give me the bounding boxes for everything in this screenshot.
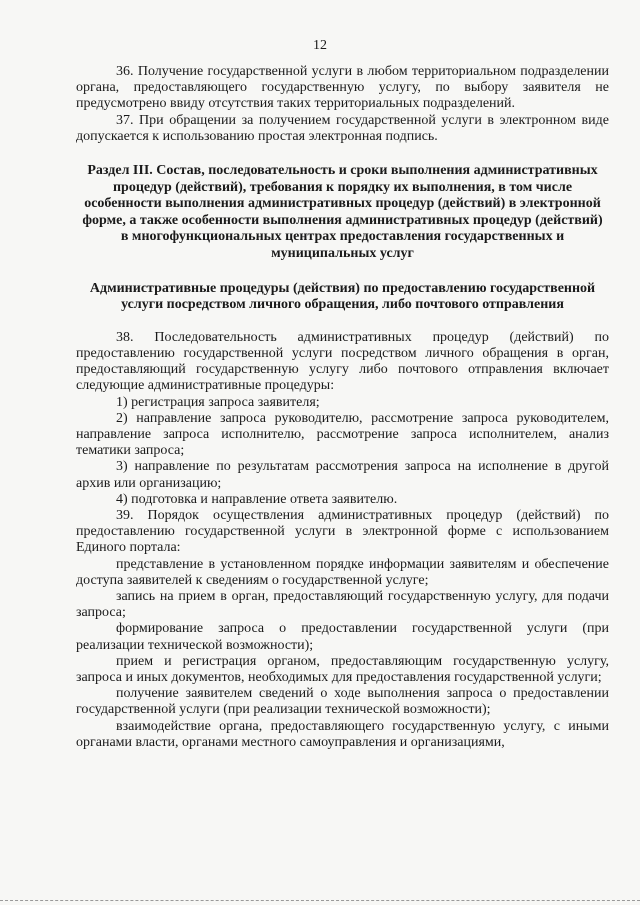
list-item-1: 1) регистрация запроса заявителя;	[116, 394, 320, 410]
list-item-registration: прием и регистрация органом, предоставляющим государственную услугу, запроса и иных документов, необходимых для предоставления государственной услуги;	[76, 653, 609, 686]
page-content	[76, 64, 609, 751]
section-title: Раздел III. Состав, последовательность и сроки выполнения административных процедур (действий), требования к порядку их выполнения, в том числе особенности выполнения административных процедур (действий) в электронной форме, а также особенности выполнения административных процедур (действий) в многофункциональных центрах предоставления государственных и муниципальных услуг	[82, 163, 603, 261]
list-item-interaction: взаимодействие органа, предоставляющего государственную услугу, с иными органами власти, органами местного самоуправления и организациями,	[76, 718, 609, 750]
spacer	[76, 263, 609, 281]
page-number: 12	[313, 38, 327, 53]
list-item-appointment: запись на прием в орган, предоставляющий государственную услугу, для подачи запроса;	[76, 589, 609, 621]
paragraph-38: 38. Последовательность административных процедур (действий) по предоставлению государственной услуги посредством личного обращения в орган, предоставляющий государственную услугу либо почтового отправления включает следующие административные процедуры:	[76, 329, 609, 394]
list-item-info: представление в установленном порядке информации заявителям и обеспечение доступа заявителей к сведениям о государственной услуге;	[76, 556, 609, 588]
paragraph-37: 37. При обращении за получением государственной услуги в электронном виде допускается к использованию простая электронная подпись.	[76, 112, 609, 144]
list-item-status: получение заявителем сведений о ходе выполнения запроса о предоставлении государственной услуги (при реализации технической возможности);	[76, 686, 609, 718]
list-item-4: 4) подготовка и направление ответа заявителю.	[116, 491, 398, 507]
list-item-3: 3) направление по результатам рассмотрения запроса на исполнение в другой архив или организацию;	[76, 459, 609, 491]
paragraph-36: 36. Получение государственной услуги в любом территориальном подразделении органа, предоставляющего государственную услугу, по выбору заявителя не предусмотрено ввиду отсутствия таких территориальных подразделений.	[76, 64, 609, 112]
spacer	[76, 314, 609, 330]
spacer	[76, 145, 609, 163]
list-item-2: 2) направление запроса руководителю, рассмотрение запроса руководителем, направление запроса исполнителю, рассмотрение запроса исполнителем, анализ тематики запроса;	[76, 410, 609, 459]
paragraph-39: 39. Порядок осуществления административных процедур (действий) по предоставлению государственной услуги в электронной форме с использованием Единого портала:	[76, 508, 609, 556]
subsection-title: Административные процедуры (действия) по предоставлению государственной услуги посредством личного обращения, либо почтового отправления	[89, 280, 596, 313]
list-item-request-form: формирование запроса о предоставлении государственной услуги (при реализации технической возможности);	[76, 621, 609, 653]
footer-divider	[0, 900, 640, 902]
